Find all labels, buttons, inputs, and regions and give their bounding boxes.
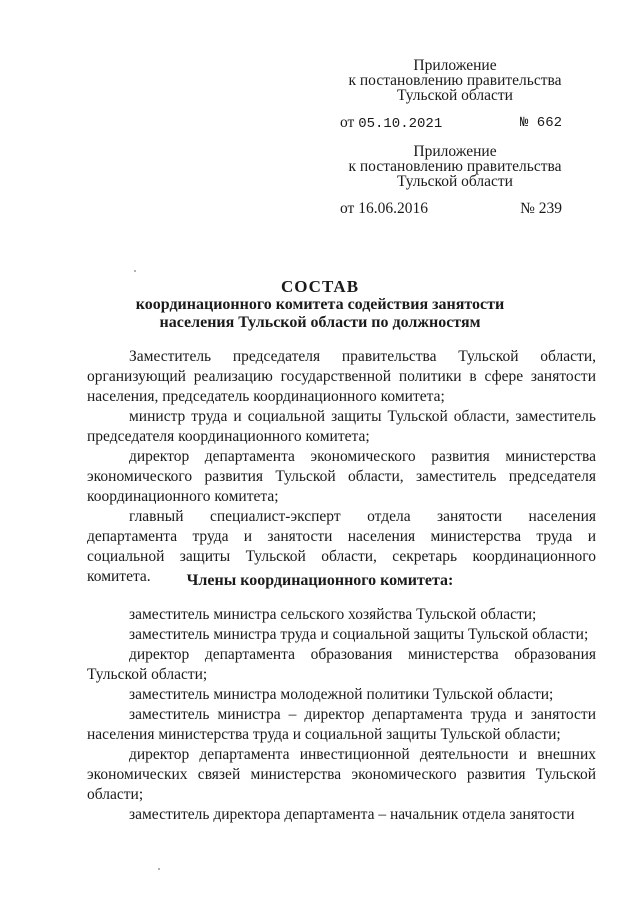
- title-main: СОСТАВ: [280, 277, 360, 296]
- appendix-date-original: [340, 200, 562, 218]
- appendix-label: Приложение: [413, 143, 497, 160]
- document-number: № 662: [519, 115, 562, 131]
- date-prefix: от: [340, 114, 355, 131]
- appendix-date-current: [340, 114, 562, 133]
- appendix-region: Тульской области: [397, 173, 513, 190]
- member-item: директор департамента образования министерства образования Тульской области;: [87, 646, 596, 683]
- scan-speck: [158, 868, 160, 870]
- document-number: № 239: [520, 200, 562, 217]
- chair-item: главный специалист-эксперт отдела занятости населения департамента труда и занятости населения министерства труда и социальной защиты Тульской области, секретарь координационного комитета.: [87, 508, 596, 585]
- member-item: директор департамента инвестиционной деятельности и внешних экономических связей министерства экономического развития Тульской области;: [87, 746, 596, 803]
- chair-item: директор департамента экономического развития министерства экономического развития Тульской области, заместитель председателя координационного комитета;: [87, 448, 596, 505]
- date-field: [340, 114, 442, 133]
- date-value: 16.06.2016: [358, 200, 428, 217]
- scan-speck: [134, 270, 136, 272]
- date-field: [340, 200, 428, 218]
- title-line-1: координационного комитета содействия занятости: [135, 296, 505, 313]
- date-prefix: от: [340, 200, 355, 217]
- appendix-resolution: к постановлению правительства: [348, 72, 562, 89]
- appendix-header-original: [340, 144, 570, 189]
- appendix-label: Приложение: [413, 57, 497, 74]
- title-line-2: населения Тульской области по должностям: [159, 314, 481, 331]
- chair-item: Заместитель председателя правительства Тульской области, организующий реализацию государственной политики в сфере занятости населения, председатель координационного комитета;: [87, 348, 596, 405]
- member-item: заместитель министра молодежной политики Тульской области;: [129, 686, 554, 703]
- appendix-region: Тульской области: [397, 87, 513, 104]
- member-item: заместитель директора департамента – начальник отдела занятости: [129, 806, 575, 823]
- date-value: 05.10.2021: [358, 116, 443, 132]
- appendix-resolution: к постановлению правительства: [348, 158, 562, 175]
- members-heading: Члены координационного комитета:: [186, 572, 454, 589]
- member-item: заместитель министра труда и социальной защиты Тульской области;: [129, 626, 589, 643]
- members-list: [87, 605, 596, 825]
- member-item: заместитель министра сельского хозяйства Тульской области;: [129, 606, 537, 623]
- chair-item: министр труда и социальной защиты Тульской области, заместитель председателя координационного комитета;: [87, 408, 596, 445]
- document-title: [0, 278, 640, 332]
- chair-block: [87, 347, 596, 587]
- appendix-header-current: [340, 58, 570, 103]
- member-item: заместитель министра – директор департамента труда и занятости населения министерства труда и социальной защиты Тульской области;: [87, 706, 596, 743]
